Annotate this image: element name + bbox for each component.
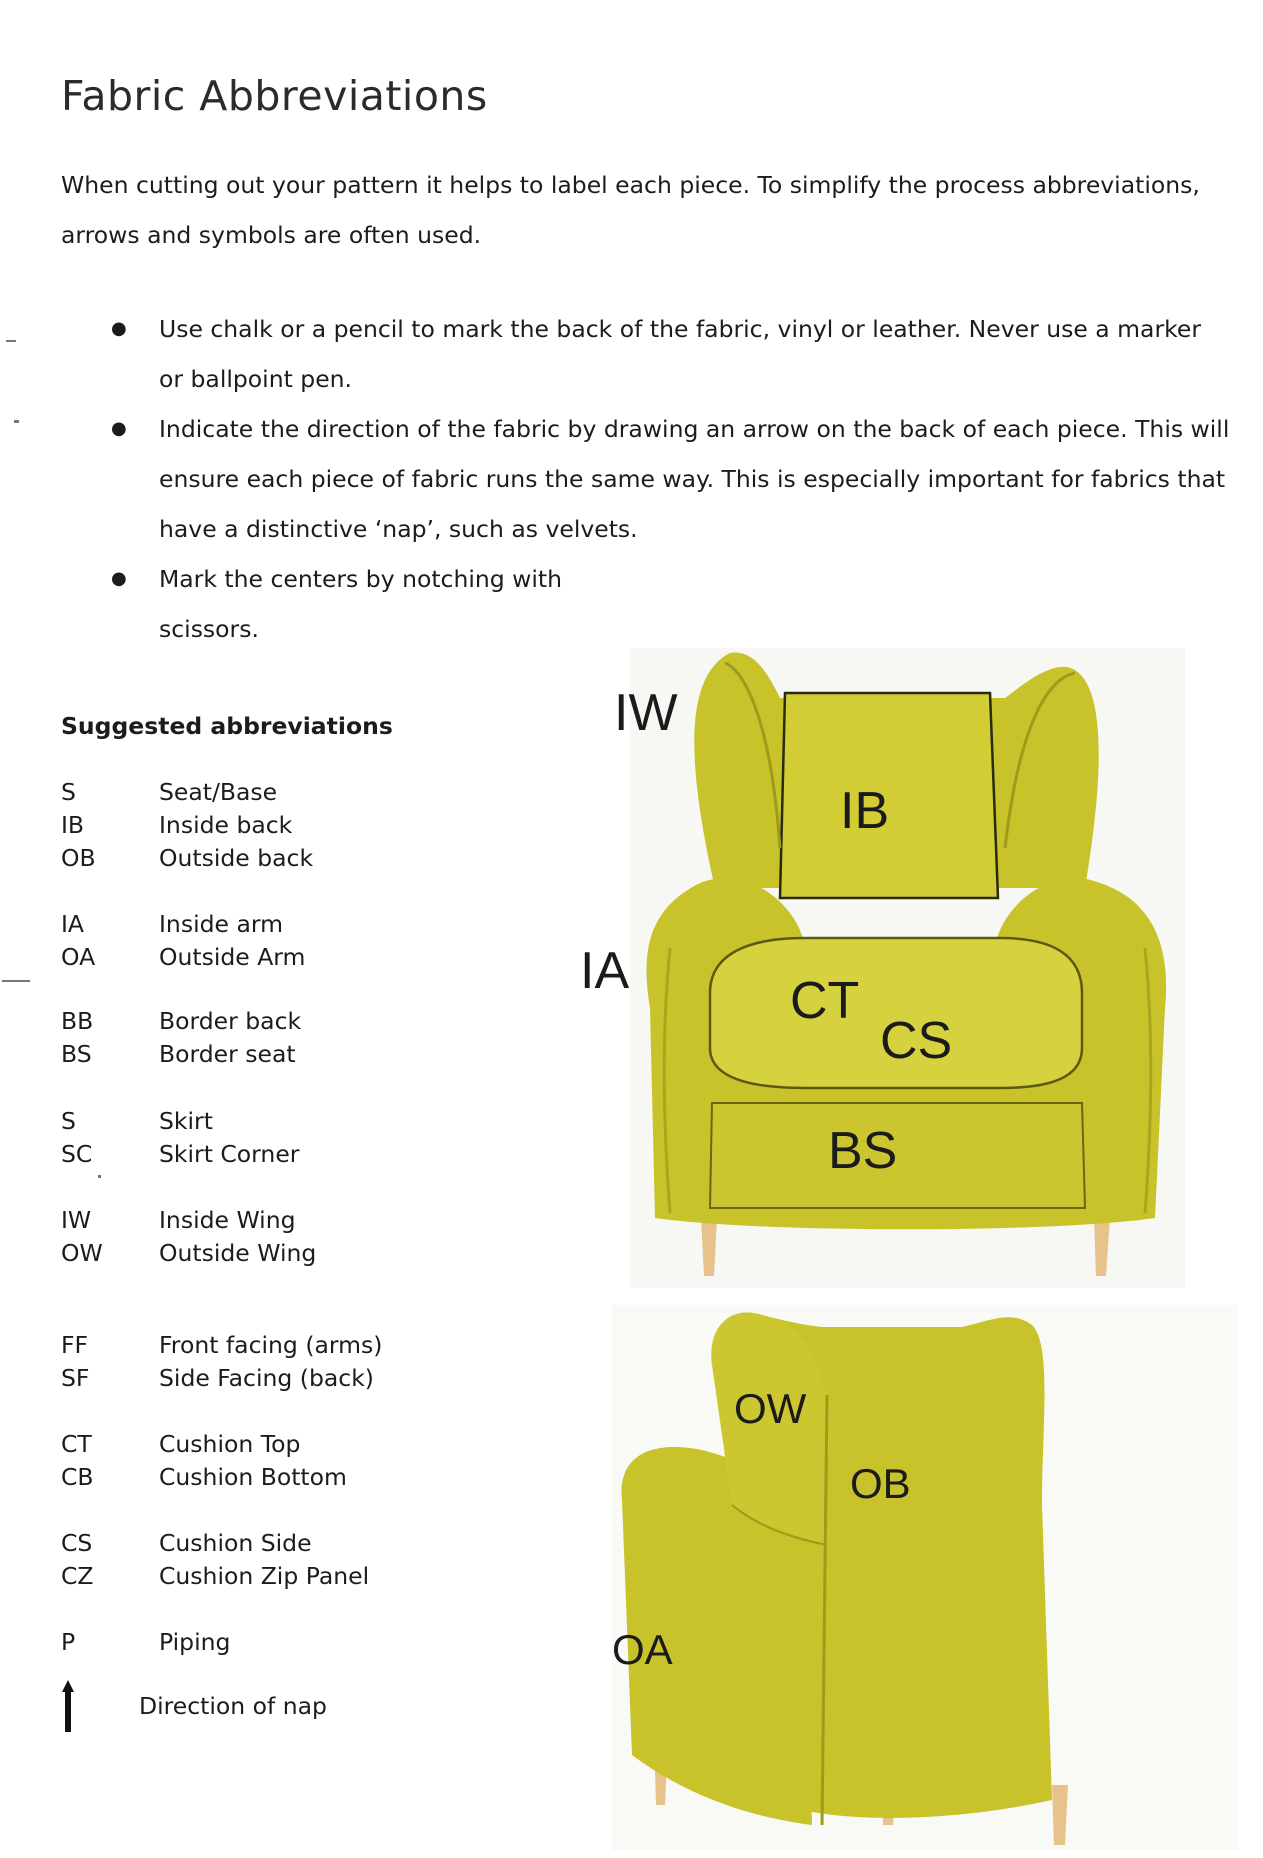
abbreviation-row [61,941,461,974]
abbreviation-group [61,1105,461,1171]
tip-text: Use chalk or a pencil to mark the back of the fabric, vinyl or leather. Never use a marker or ballpoint pen. [159,315,1201,393]
abbreviation-group [61,1626,461,1659]
abbreviation-row [61,1461,461,1494]
abbreviation-row [61,1005,461,1038]
border-seat [710,1103,1085,1208]
abbreviation-row [61,1138,461,1171]
abbreviation-row [61,1626,461,1659]
abbreviation-description: Front facing (arms) [159,1331,383,1359]
abbreviation-row [61,1204,461,1237]
tips-list [61,304,1231,654]
abbreviation-group [61,1329,461,1395]
abbreviation-row [61,908,461,941]
label-outside-arm: OA [612,1626,673,1673]
abbreviation-code: FF [61,1331,89,1359]
abbreviation-code: SC [61,1140,93,1168]
abbreviation-row [61,1428,461,1461]
abbreviation-description: Cushion Side [159,1529,312,1557]
abbreviations-heading: Suggested abbreviations [61,712,393,740]
label-cushion-side: CS [880,1012,953,1070]
abbreviation-row [61,842,461,875]
abbreviation-code: S [61,1107,76,1135]
label-cushion-top: CT [790,972,860,1030]
tip-text: Indicate the direction of the fabric by drawing an arrow on the back of each piece. This will ensure each piece of fabric runs the same way. This is especially important for fabrics that have a distinctive ‘nap’, such as velvets. [159,415,1230,543]
abbreviation-group [61,1428,461,1494]
abbreviation-code: BB [61,1007,94,1035]
abbreviation-code: CZ [61,1562,94,1590]
abbreviation-group [61,1527,461,1593]
abbreviation-row [61,809,461,842]
label-border-seat: BS [828,1122,898,1180]
abbreviation-description: Cushion Bottom [159,1463,347,1491]
abbreviation-row [61,1237,461,1270]
bullet-icon: ● [111,318,127,339]
label-inside-arm: IA [580,942,630,1000]
abbreviation-row [61,1105,461,1138]
front-chair-illustration [580,648,1185,1288]
abbreviation-description: Skirt [159,1107,213,1135]
label-inside-back: IB [840,782,890,840]
abbreviation-code: IB [61,811,85,839]
abbreviation-row [61,1362,461,1395]
label-outside-wing: OW [734,1385,807,1432]
abbreviation-code: BS [61,1040,92,1068]
abbreviation-description: Cushion Zip Panel [159,1562,370,1590]
abbreviation-description: Border seat [159,1040,296,1068]
abbreviation-group [61,908,461,974]
tips-list-item [61,554,629,654]
abbreviation-description: Skirt Corner [159,1140,300,1168]
abbreviation-code: SF [61,1364,90,1392]
abbreviation-row [61,1329,461,1362]
arrow-up-icon [61,1680,75,1732]
abbreviation-code: CT [61,1430,92,1458]
abbreviation-row [61,1560,461,1593]
abbreviation-description: Inside Wing [159,1206,296,1234]
tips-list-item [61,304,1231,404]
abbreviation-description: Outside back [159,844,314,872]
label-inside-wing: IW [614,684,678,742]
abbreviation-code: IW [61,1206,92,1234]
scan-speck [2,980,30,982]
abbreviation-row [61,1527,461,1560]
scan-speck [6,340,16,342]
abbreviation-group [61,1005,461,1071]
back-chair-illustration [612,1305,1238,1850]
abbreviation-description: Outside Wing [159,1239,317,1267]
tips-list-item [61,404,1231,554]
scan-speck [14,420,19,423]
label-outside-back: OB [850,1460,911,1507]
nap-direction-label: Direction of nap [139,1692,327,1720]
intro-paragraph: When cutting out your pattern it helps to label each piece. To simplify the process abbreviations, arrows and symbols are often used. [61,171,1200,249]
abbreviation-description: Piping [159,1628,231,1656]
tip-text: Mark the centers by notching with scissors. [159,565,563,643]
abbreviation-row [61,1038,461,1071]
abbreviation-code: P [61,1628,76,1656]
bullet-icon: ● [111,568,127,589]
nap-direction-legend [61,1680,461,1732]
abbreviation-description: Inside arm [159,910,283,938]
abbreviation-code: S [61,778,76,806]
abbreviation-group [61,1204,461,1270]
bullet-icon: ● [111,418,127,439]
abbreviation-code: CS [61,1529,93,1557]
abbreviation-row [61,776,461,809]
abbreviation-code: CB [61,1463,94,1491]
abbreviation-code: OB [61,844,96,872]
abbreviation-group [61,776,461,875]
abbreviation-description: Inside back [159,811,293,839]
scan-speck [98,1175,101,1178]
abbreviation-description: Border back [159,1007,302,1035]
page-title: Fabric Abbreviations [61,72,488,120]
abbreviation-description: Outside Arm [159,943,306,971]
abbreviation-code: OW [61,1239,103,1267]
abbreviation-code: IA [61,910,85,938]
abbreviation-description: Cushion Top [159,1430,301,1458]
abbreviation-description: Seat/Base [159,778,278,806]
abbreviation-code: OA [61,943,96,971]
abbreviation-description: Side Facing (back) [159,1364,374,1392]
